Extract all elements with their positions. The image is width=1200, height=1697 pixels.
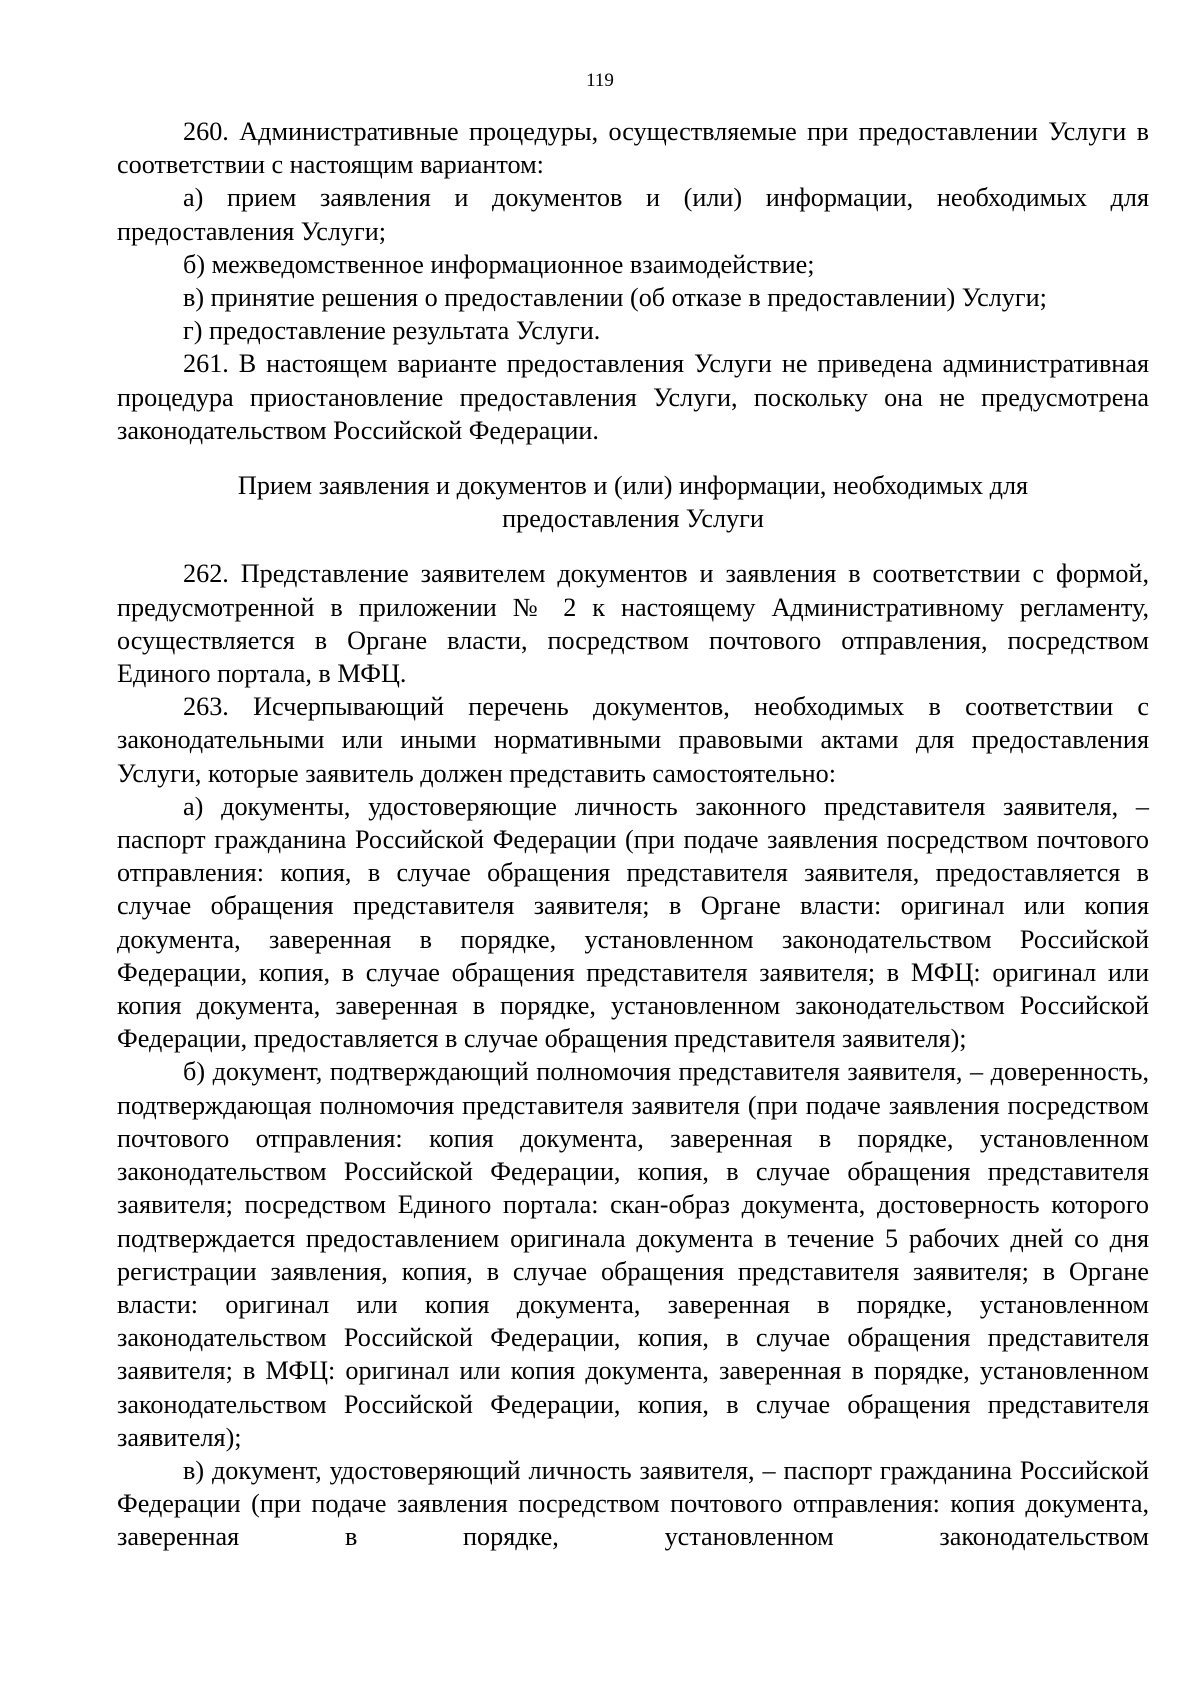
paragraph-263-b: б) документ, подтверждающий полномочия представителя заявителя, – доверенность, подтверждающая полномочия представителя заявителя (при подаче заявления посредством почтового отправления: копия документа, заверенная в порядке, установленном законодательством Российской Федерации, копия, в случае обращения представителя заявителя; посредством Единого портала: скан-образ документа, достоверность которого подтверждается предоставлением оригинала документа в течение 5 рабочих дней со дня регистрации заявления, копия, в случае обращения представителя заявителя; в Органе власти: оригинал или копия документа, заверенная в порядке, установленном законодательством Российской Федерации, копия, в случае обращения представителя заявителя; в МФЦ: оригинал или копия документа, заверенная в порядке, установленном законодательством Российской Федерации, копия, в случае обращения представителя заявителя); [117,1057,1149,1452]
paragraph-263-a: а) документы, удостоверяющие личность законного представителя заявителя, – паспорт гражданина Российской Федерации (при подаче заявления посредством почтового отправления: копия, в случае обращения представителя заявителя, предоставляется в случае обращения представителя заявителя; в Органе власти: оригинал или копия документа, заверенная в порядке, установленном законодательством Российской Федерации, копия, в случае обращения представителя заявителя; в МФЦ: оригинал или копия документа, заверенная в порядке, установленном законодательством Российской Федерации, предоставляется в случае обращения представителя заявителя); [117,791,1149,1054]
paragraph-260: 260. Административные процедуры, осуществляемые при предоставлении Услуги в соответствии с настоящим вариантом: [117,117,1149,180]
paragraph-263-v: в) документ, удостоверяющий личность заявителя, – паспорт гражданина Российской Федерации (при подаче заявления посредством почтового отправления: копия документа, заверенная в порядке, установленном законодательством [117,1455,1149,1552]
paragraph-263: 263. Исчерпывающий перечень документов, необходимых в соответствии с законодательными или иными нормативными правовыми актами для предоставления Услуги, которые заявитель должен представить самостоятельно: [117,692,1149,788]
paragraph-262: 262. Представление заявителем документов и заявления в соответствии с формой, предусмотренной в приложении № 2 к настоящему Административному регламенту, осуществляется в Органе власти, посредством почтового отправления, посредством Единого портала, в МФЦ. [117,559,1149,689]
paragraph-260-g: г) предоставление результата Услуги. [183,316,601,346]
section-heading: Прием заявления и документов и (или) информации, необходимых для предоставления Услуги [237,471,1029,534]
document-body [117,115,1149,1554]
page-number: 119 [586,70,614,91]
paragraph-260-v: в) принятие решения о предоставлении (об отказе в предоставлении) Услуги; [183,283,1047,313]
paragraph-260-a: а) прием заявления и документов и (или) информации, необходимых для предоставления Услуги; [117,183,1149,246]
paragraph-260-b: б) межведомственное информационное взаимодействие; [183,249,815,279]
paragraph-261: 261. В настоящем варианте предоставления Услуги не приведена административная процедура приостановление предоставления Услуги, поскольку она не предусмотрена законодательством Российской Федерации. [117,349,1149,445]
